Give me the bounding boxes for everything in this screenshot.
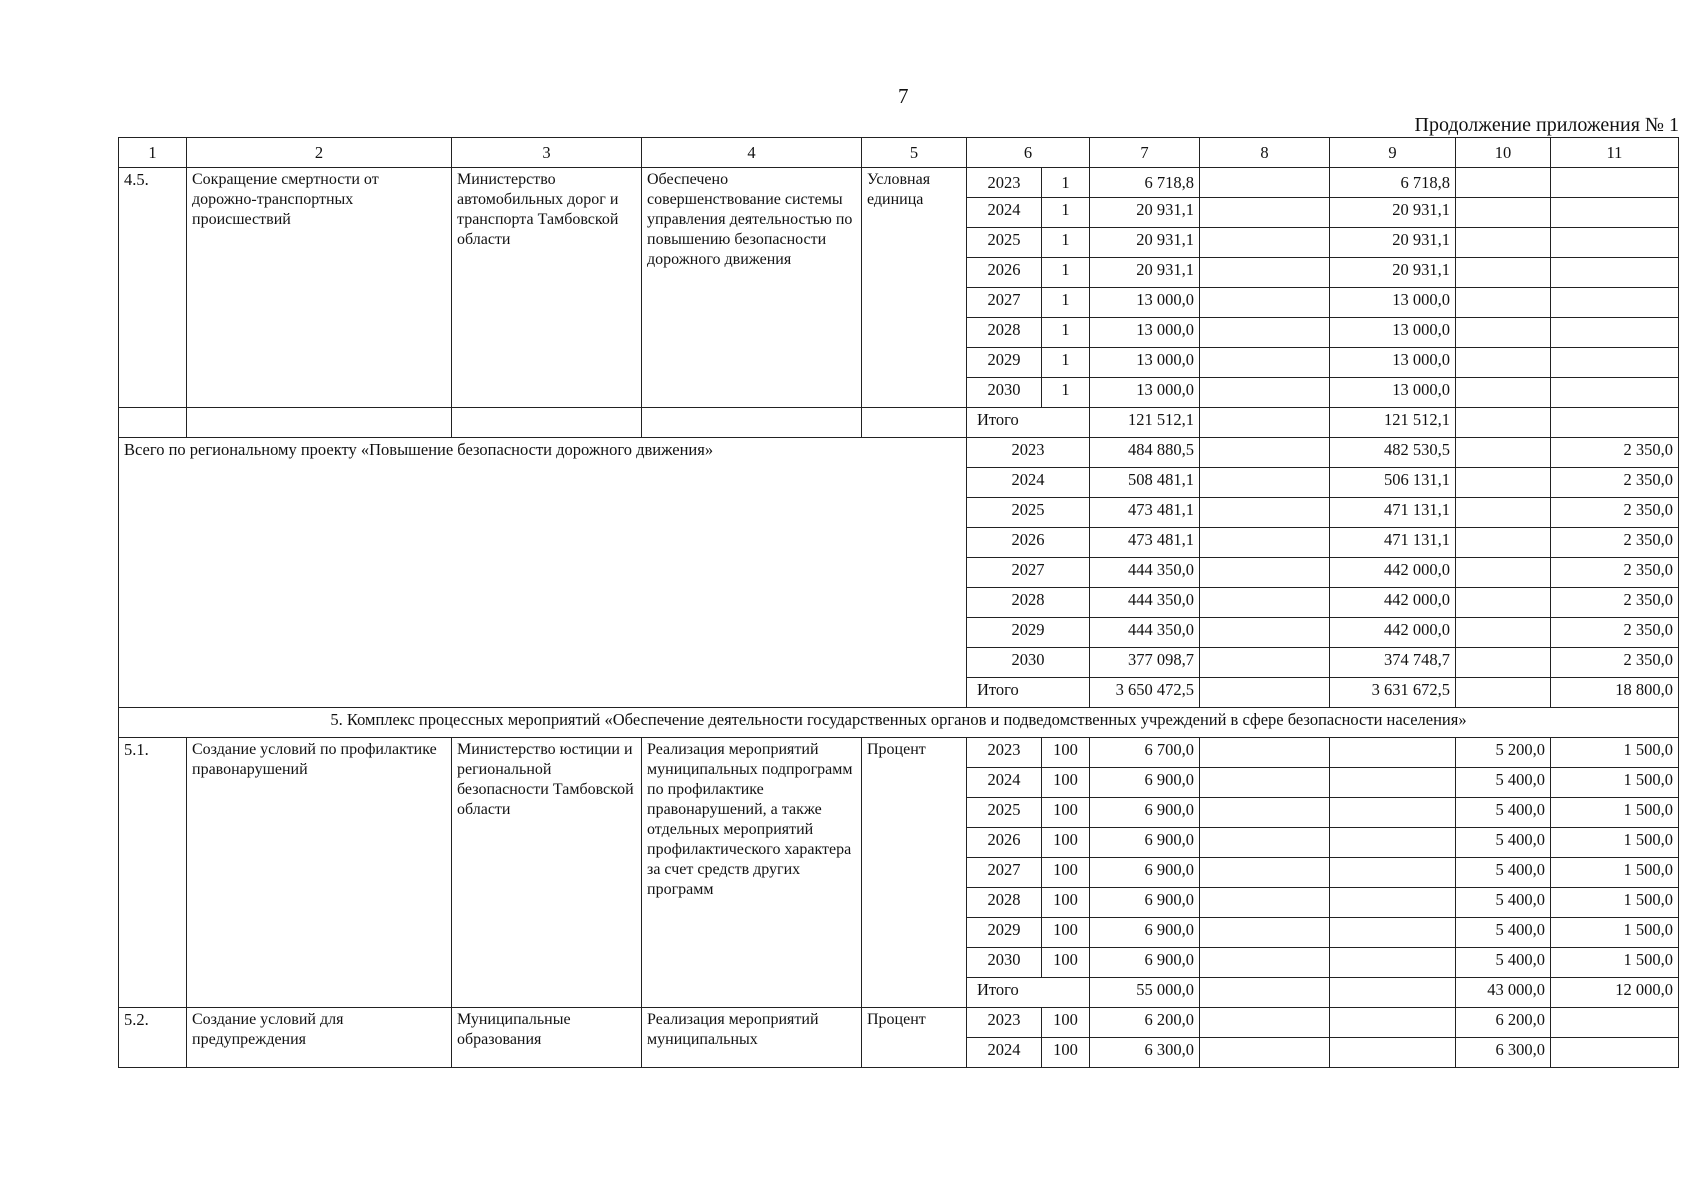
empty-cell xyxy=(1456,528,1551,558)
project-total-label: Всего по региональному проекту «Повышение безопасности дорожного движения» xyxy=(119,438,967,708)
total-label: Итого xyxy=(967,678,1090,708)
empty-cell xyxy=(1200,468,1330,498)
empty-cell xyxy=(1200,828,1330,858)
amount-municipal: 43 000,0 xyxy=(1456,978,1551,1008)
amount-total: 6 900,0 xyxy=(1090,768,1200,798)
column-number: 6 xyxy=(967,138,1090,168)
table-row-total xyxy=(119,408,1679,438)
executor: Министерство юстиции и региональной безопасности Тамбовской области xyxy=(452,738,642,1008)
amount-other: 2 350,0 xyxy=(1551,588,1679,618)
empty-cell xyxy=(119,408,187,438)
empty-cell xyxy=(1200,198,1330,228)
amount-other: 1 500,0 xyxy=(1551,948,1679,978)
amount-regional: 20 931,1 xyxy=(1330,228,1456,258)
amount-total: 20 931,1 xyxy=(1090,198,1200,228)
empty-cell xyxy=(1200,678,1330,708)
empty-cell xyxy=(1551,198,1679,228)
empty-cell xyxy=(862,408,967,438)
amount-total: 13 000,0 xyxy=(1090,288,1200,318)
empty-cell xyxy=(1456,648,1551,678)
amount-municipal: 5 400,0 xyxy=(1456,858,1551,888)
section-title: 5. Комплекс процессных мероприятий «Обеспечение деятельности государственных органов и подведомственных учреждений в сфере безопасности населения» xyxy=(119,708,1679,738)
amount-regional: 20 931,1 xyxy=(1330,198,1456,228)
indicator-value: 100 xyxy=(1042,768,1090,798)
empty-cell xyxy=(1330,888,1456,918)
empty-cell xyxy=(1456,168,1551,198)
empty-cell xyxy=(1200,588,1330,618)
appendix-continuation-note: Продолжение приложения № 1 xyxy=(1414,114,1679,136)
empty-cell xyxy=(1456,408,1551,438)
amount-total: 6 900,0 xyxy=(1090,948,1200,978)
item-number: 5.1. xyxy=(119,738,187,1008)
empty-cell xyxy=(1200,228,1330,258)
indicator-value: 100 xyxy=(1042,918,1090,948)
empty-cell xyxy=(1551,1038,1679,1068)
column-number: 9 xyxy=(1330,138,1456,168)
year-cell: 2024 xyxy=(967,1038,1042,1068)
amount-total: 6 718,8 xyxy=(1090,168,1200,198)
amount-other: 2 350,0 xyxy=(1551,618,1679,648)
empty-cell xyxy=(1200,498,1330,528)
amount-regional: 13 000,0 xyxy=(1330,378,1456,408)
column-number: 3 xyxy=(452,138,642,168)
empty-cell xyxy=(1200,408,1330,438)
empty-cell xyxy=(1330,1008,1456,1038)
result-description: Обеспечено совершенствование системы управления деятельностью по повышению безопасности дорожного движения xyxy=(642,168,862,408)
indicator-value: 1 xyxy=(1042,348,1090,378)
column-number: 8 xyxy=(1200,138,1330,168)
amount-other: 2 350,0 xyxy=(1551,438,1679,468)
empty-cell xyxy=(1551,258,1679,288)
empty-cell xyxy=(1200,858,1330,888)
year-cell: 2025 xyxy=(967,798,1042,828)
empty-cell xyxy=(187,408,452,438)
empty-cell xyxy=(1330,978,1456,1008)
empty-cell xyxy=(1200,948,1330,978)
indicator-value: 100 xyxy=(1042,1038,1090,1068)
section-header-row xyxy=(119,708,1679,738)
empty-cell xyxy=(1200,378,1330,408)
empty-cell xyxy=(1456,378,1551,408)
empty-cell xyxy=(1200,528,1330,558)
year-cell: 2026 xyxy=(967,528,1090,558)
year-cell: 2024 xyxy=(967,198,1042,228)
amount-total: 6 900,0 xyxy=(1090,888,1200,918)
amount-other: 2 350,0 xyxy=(1551,558,1679,588)
amount-total: 6 300,0 xyxy=(1090,1038,1200,1068)
amount-other: 2 350,0 xyxy=(1551,498,1679,528)
year-cell: 2024 xyxy=(967,468,1090,498)
amount-other: 1 500,0 xyxy=(1551,768,1679,798)
year-cell: 2024 xyxy=(967,768,1042,798)
amount-regional: 471 131,1 xyxy=(1330,528,1456,558)
empty-cell xyxy=(1456,558,1551,588)
amount-other: 1 500,0 xyxy=(1551,828,1679,858)
amount-regional: 13 000,0 xyxy=(1330,288,1456,318)
amount-regional: 482 530,5 xyxy=(1330,438,1456,468)
amount-municipal: 5 200,0 xyxy=(1456,738,1551,768)
empty-cell xyxy=(1456,438,1551,468)
amount-total: 6 900,0 xyxy=(1090,798,1200,828)
empty-cell xyxy=(1330,738,1456,768)
amount-municipal: 5 400,0 xyxy=(1456,768,1551,798)
empty-cell xyxy=(1551,408,1679,438)
table-row xyxy=(119,438,1679,468)
column-number: 4 xyxy=(642,138,862,168)
amount-other: 1 500,0 xyxy=(1551,918,1679,948)
indicator-value: 100 xyxy=(1042,858,1090,888)
amount-regional: 6 718,8 xyxy=(1330,168,1456,198)
indicator-value: 100 xyxy=(1042,738,1090,768)
amount-total: 13 000,0 xyxy=(1090,378,1200,408)
executor: Министерство автомобильных дорог и транспорта Тамбовской области xyxy=(452,168,642,408)
amount-regional: 20 931,1 xyxy=(1330,258,1456,288)
indicator-value: 1 xyxy=(1042,198,1090,228)
amount-regional: 13 000,0 xyxy=(1330,318,1456,348)
amount-total: 3 650 472,5 xyxy=(1090,678,1200,708)
amount-total: 20 931,1 xyxy=(1090,258,1200,288)
amount-total: 377 098,7 xyxy=(1090,648,1200,678)
empty-cell xyxy=(1200,318,1330,348)
empty-cell xyxy=(1456,498,1551,528)
amount-total: 6 900,0 xyxy=(1090,858,1200,888)
amount-regional: 471 131,1 xyxy=(1330,498,1456,528)
amount-total: 121 512,1 xyxy=(1090,408,1200,438)
year-cell: 2027 xyxy=(967,858,1042,888)
measure-name: Сокращение смертности от дорожно-транспортных происшествий xyxy=(187,168,452,408)
empty-cell xyxy=(1330,798,1456,828)
amount-total: 473 481,1 xyxy=(1090,528,1200,558)
empty-cell xyxy=(1551,288,1679,318)
empty-cell xyxy=(1330,918,1456,948)
amount-total: 444 350,0 xyxy=(1090,618,1200,648)
indicator-value: 1 xyxy=(1042,318,1090,348)
measure-name: Создание условий по профилактике правонарушений xyxy=(187,738,452,1008)
empty-cell xyxy=(1200,558,1330,588)
amount-total: 444 350,0 xyxy=(1090,558,1200,588)
year-cell: 2028 xyxy=(967,588,1090,618)
empty-cell xyxy=(1200,1038,1330,1068)
amount-other: 2 350,0 xyxy=(1551,648,1679,678)
year-cell: 2023 xyxy=(967,1008,1042,1038)
empty-cell xyxy=(1200,618,1330,648)
year-cell: 2026 xyxy=(967,258,1042,288)
indicator-value: 100 xyxy=(1042,828,1090,858)
indicator-value: 100 xyxy=(1042,888,1090,918)
empty-cell xyxy=(1456,258,1551,288)
empty-cell xyxy=(1200,738,1330,768)
empty-cell xyxy=(1456,468,1551,498)
amount-total: 6 900,0 xyxy=(1090,828,1200,858)
year-cell: 2025 xyxy=(967,228,1042,258)
empty-cell xyxy=(1200,288,1330,318)
program-funding-table xyxy=(118,137,1679,1068)
year-cell: 2029 xyxy=(967,348,1042,378)
amount-municipal: 5 400,0 xyxy=(1456,828,1551,858)
empty-cell xyxy=(1551,168,1679,198)
item-number: 4.5. xyxy=(119,168,187,408)
empty-cell xyxy=(1456,228,1551,258)
empty-cell xyxy=(1200,798,1330,828)
amount-municipal: 5 400,0 xyxy=(1456,918,1551,948)
column-number: 2 xyxy=(187,138,452,168)
empty-cell xyxy=(452,408,642,438)
amount-total: 13 000,0 xyxy=(1090,318,1200,348)
year-cell: 2023 xyxy=(967,168,1042,198)
amount-regional: 13 000,0 xyxy=(1330,348,1456,378)
empty-cell xyxy=(1330,828,1456,858)
empty-cell xyxy=(1456,288,1551,318)
unit-of-measure: Процент xyxy=(862,1008,967,1068)
result-description: Реализация мероприятий муниципальных подпрограмм по профилактике правонарушений, а также отдельных мероприятий профилактического характера за счет средств других программ xyxy=(642,738,862,1008)
total-label: Итого xyxy=(967,408,1090,438)
amount-total: 444 350,0 xyxy=(1090,588,1200,618)
amount-regional: 374 748,7 xyxy=(1330,648,1456,678)
empty-cell xyxy=(1200,648,1330,678)
amount-municipal: 6 300,0 xyxy=(1456,1038,1551,1068)
amount-total: 6 900,0 xyxy=(1090,918,1200,948)
table-row xyxy=(119,168,1679,198)
amount-other: 2 350,0 xyxy=(1551,528,1679,558)
empty-cell xyxy=(1200,888,1330,918)
amount-regional: 442 000,0 xyxy=(1330,558,1456,588)
column-number: 1 xyxy=(119,138,187,168)
amount-total: 508 481,1 xyxy=(1090,468,1200,498)
empty-cell xyxy=(1456,348,1551,378)
unit-of-measure: Процент xyxy=(862,738,967,1008)
amount-other: 1 500,0 xyxy=(1551,888,1679,918)
year-cell: 2030 xyxy=(967,948,1042,978)
empty-cell xyxy=(642,408,862,438)
amount-other: 1 500,0 xyxy=(1551,798,1679,828)
empty-cell xyxy=(1456,198,1551,228)
indicator-value: 1 xyxy=(1042,378,1090,408)
empty-cell xyxy=(1330,768,1456,798)
empty-cell xyxy=(1551,348,1679,378)
amount-other: 18 800,0 xyxy=(1551,678,1679,708)
amount-other: 12 000,0 xyxy=(1551,978,1679,1008)
year-cell: 2029 xyxy=(967,618,1090,648)
year-cell: 2025 xyxy=(967,498,1090,528)
empty-cell xyxy=(1551,228,1679,258)
empty-cell xyxy=(1200,168,1330,198)
empty-cell xyxy=(1330,858,1456,888)
amount-total: 473 481,1 xyxy=(1090,498,1200,528)
year-cell: 2030 xyxy=(967,378,1042,408)
year-cell: 2026 xyxy=(967,828,1042,858)
result-description: Реализация мероприятий муниципальных xyxy=(642,1008,862,1068)
empty-cell xyxy=(1456,678,1551,708)
year-cell: 2023 xyxy=(967,438,1090,468)
amount-total: 484 880,5 xyxy=(1090,438,1200,468)
item-number: 5.2. xyxy=(119,1008,187,1068)
unit-of-measure: Условная единица xyxy=(862,168,967,408)
empty-cell xyxy=(1456,588,1551,618)
executor: Муниципальные образования xyxy=(452,1008,642,1068)
empty-cell xyxy=(1200,348,1330,378)
empty-cell xyxy=(1456,618,1551,648)
year-cell: 2027 xyxy=(967,558,1090,588)
indicator-value: 100 xyxy=(1042,1008,1090,1038)
amount-other: 1 500,0 xyxy=(1551,738,1679,768)
empty-cell xyxy=(1330,1038,1456,1068)
amount-municipal: 5 400,0 xyxy=(1456,948,1551,978)
amount-regional: 442 000,0 xyxy=(1330,618,1456,648)
table-row xyxy=(119,1008,1679,1038)
empty-cell xyxy=(1200,768,1330,798)
column-number: 7 xyxy=(1090,138,1200,168)
empty-cell xyxy=(1456,318,1551,348)
amount-regional: 3 631 672,5 xyxy=(1330,678,1456,708)
empty-cell xyxy=(1551,378,1679,408)
empty-cell xyxy=(1200,1008,1330,1038)
table-row xyxy=(119,738,1679,768)
amount-total: 6 200,0 xyxy=(1090,1008,1200,1038)
empty-cell xyxy=(1200,918,1330,948)
amount-municipal: 6 200,0 xyxy=(1456,1008,1551,1038)
amount-total: 13 000,0 xyxy=(1090,348,1200,378)
indicator-value: 1 xyxy=(1042,288,1090,318)
indicator-value: 100 xyxy=(1042,798,1090,828)
amount-other: 2 350,0 xyxy=(1551,468,1679,498)
amount-total: 20 931,1 xyxy=(1090,228,1200,258)
column-number: 5 xyxy=(862,138,967,168)
empty-cell xyxy=(1200,258,1330,288)
amount-total: 55 000,0 xyxy=(1090,978,1200,1008)
year-cell: 2028 xyxy=(967,318,1042,348)
year-cell: 2028 xyxy=(967,888,1042,918)
year-cell: 2023 xyxy=(967,738,1042,768)
amount-municipal: 5 400,0 xyxy=(1456,798,1551,828)
empty-cell xyxy=(1551,1008,1679,1038)
empty-cell xyxy=(1551,318,1679,348)
amount-regional: 442 000,0 xyxy=(1330,588,1456,618)
amount-regional: 121 512,1 xyxy=(1330,408,1456,438)
indicator-value: 1 xyxy=(1042,258,1090,288)
empty-cell xyxy=(1200,438,1330,468)
empty-cell xyxy=(1200,978,1330,1008)
page-number: 7 xyxy=(898,84,909,108)
amount-regional: 506 131,1 xyxy=(1330,468,1456,498)
year-cell: 2030 xyxy=(967,648,1090,678)
total-label: Итого xyxy=(967,978,1090,1008)
indicator-value: 100 xyxy=(1042,948,1090,978)
column-number-row xyxy=(119,138,1679,168)
indicator-value: 1 xyxy=(1042,228,1090,258)
column-number: 11 xyxy=(1551,138,1679,168)
amount-other: 1 500,0 xyxy=(1551,858,1679,888)
measure-name: Создание условий для предупреждения xyxy=(187,1008,452,1068)
indicator-value: 1 xyxy=(1042,168,1090,198)
amount-total: 6 700,0 xyxy=(1090,738,1200,768)
empty-cell xyxy=(1330,948,1456,978)
column-number: 10 xyxy=(1456,138,1551,168)
year-cell: 2029 xyxy=(967,918,1042,948)
year-cell: 2027 xyxy=(967,288,1042,318)
amount-municipal: 5 400,0 xyxy=(1456,888,1551,918)
